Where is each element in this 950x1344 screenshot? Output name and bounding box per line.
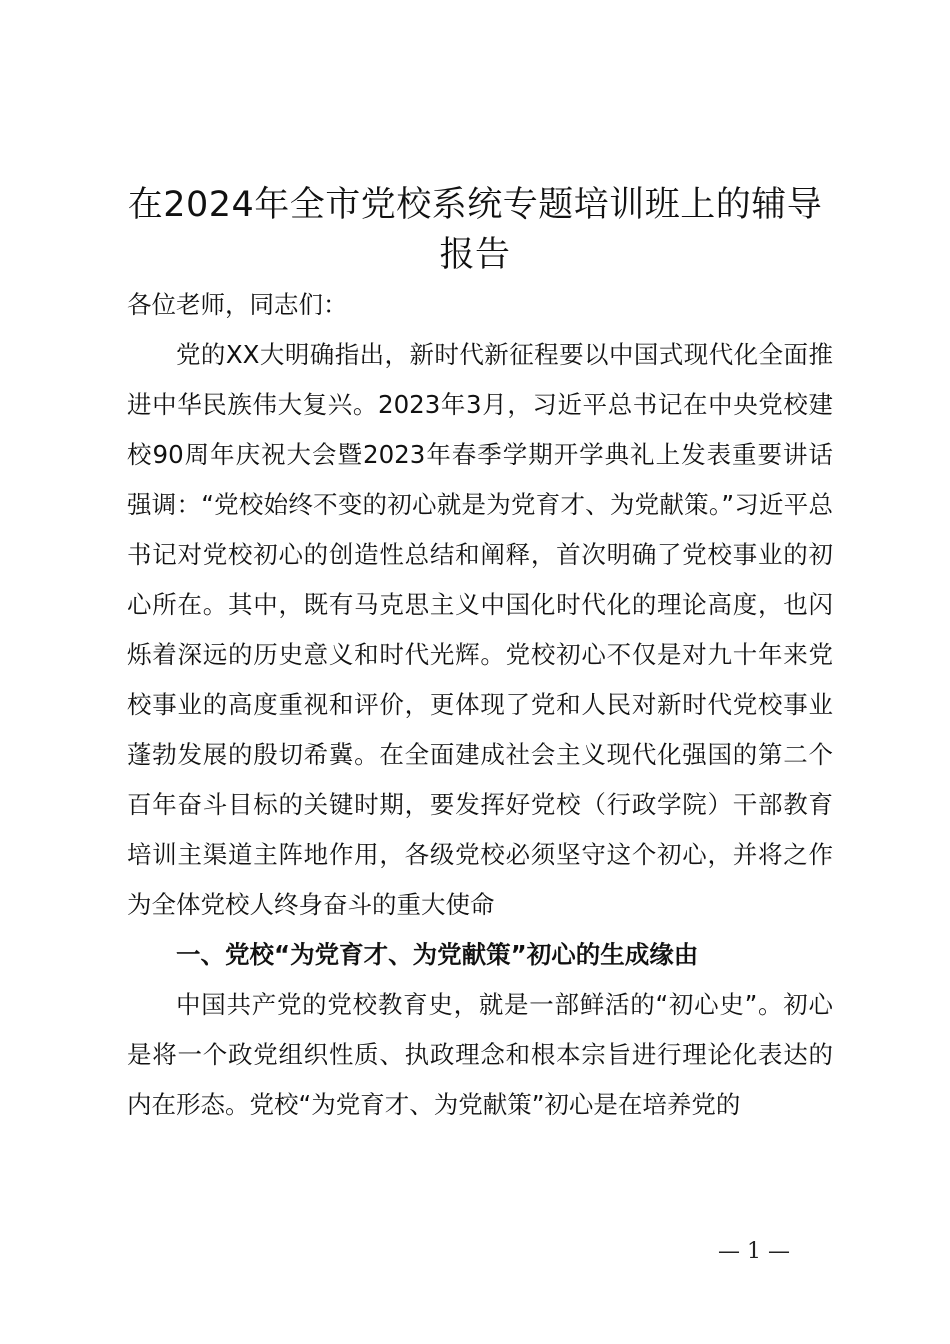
intro-paragraph: 党的XX大明确指出，新时代新征程要以中国式现代化全面推进中华民族伟大复兴。2023年3月，习近平总书记在中央党校建校90周年庆祝大会暨2023年春季学期开学典礼上发表重要讲话强调：“党校始终不变的初心就是为党育才、为党献策。”习近平总书记对党校初心的创造性总结和阐释，首次明确了党校事业的初心所在。其中，既有马克思主义中国化时代化的理论高度，也闪烁着深远的历史意义和时代光辉。党校初心不仅是对九十年来党校事业的高度重视和评价，更体现了党和人民对新时代党校事业蓬勃发展的殷切希冀。在全面建成社会主义现代化强国的第二个百年奋斗目标的关键时期，要发挥好党校（行政学院）干部教育培训主渠道主阵地作用，各级党校必须坚守这个初心，并将之作为全体党校人终身奋斗的重大使命 [127, 340, 833, 919]
document-title: 在2024年全市党校系统专题培训班上的辅导报告 [127, 185, 823, 275]
salutation: 各位老师，同志们： [127, 290, 348, 319]
page-number: — 1 — [718, 1239, 790, 1264]
section-paragraph: 中国共产党的党校教育史，就是一部鲜活的“初心史”。初心是将一个政党组织性质、执政理念和根本宗旨进行理论化表达的内在形态。党校“为党育才、为党献策”初心是在培养党的 [127, 990, 833, 1119]
section-heading: 一、党校“为党育才、为党献策”初心的生成缘由 [176, 940, 699, 969]
document-body [127, 280, 833, 1130]
